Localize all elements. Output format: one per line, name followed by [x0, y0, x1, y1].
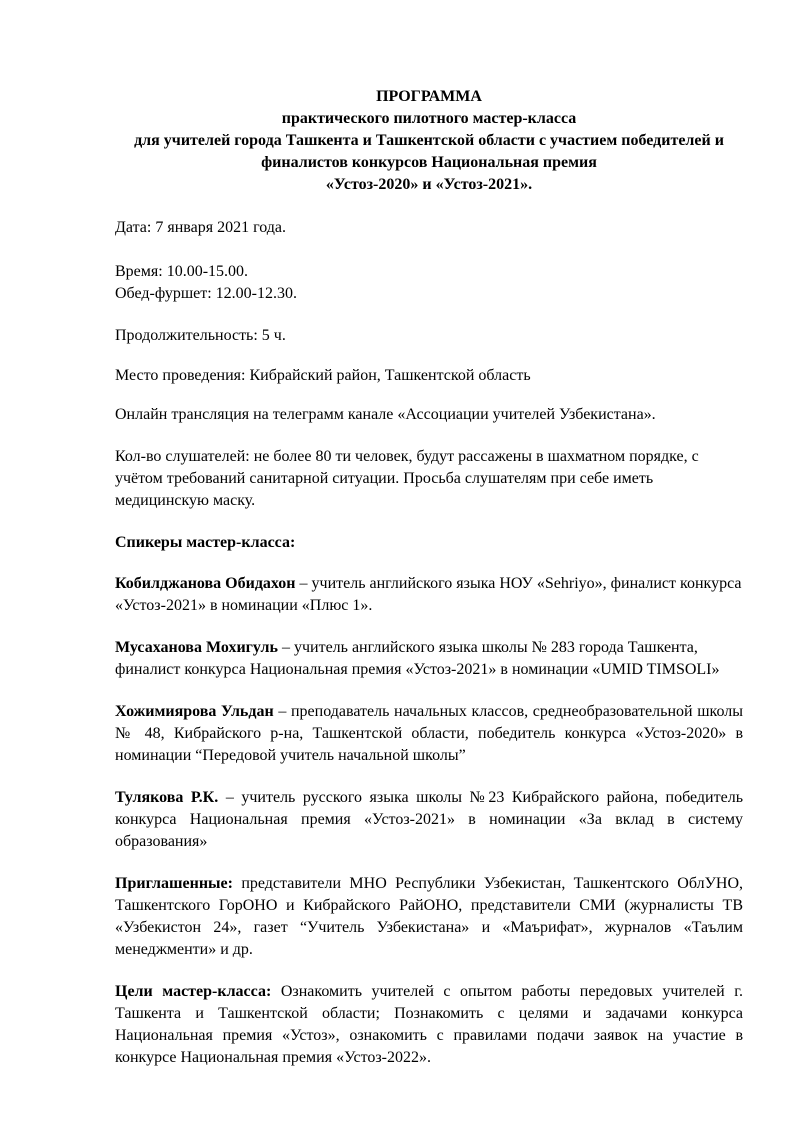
title-line-4: финалистов конкурсов Национальная премия [261, 154, 597, 171]
title-line-1: ПРОГРАММА [376, 88, 482, 105]
goals-paragraph [115, 981, 743, 1069]
broadcast-line: Онлайн трансляция на телеграмм канале «Ассоциации учителей Узбекистана». [115, 406, 656, 423]
lunch-line: Обед-фуршет: 12.00-12.30. [115, 285, 297, 302]
speaker-name: Хожимиярова Ульдан [115, 703, 274, 720]
speaker-description: – учитель английского языка школы № 283 города Ташкента, финалист конкурса Национальная премия «Устоз-2021» в номинации «UMID TIMSOLI» [115, 639, 720, 678]
document-page [115, 86, 743, 1069]
invited-text: представители МНО Республики Узбекистан, Ташкентского ОблУНО, Ташкентского ГорОНО и Кибрайского РайОНО, представители СМИ (журналисты ТВ «Узбекистон 24», газет “Учитель Узбекистана» и «Маърифат», журналов «Таълим менеджменти» и др. [115, 875, 743, 958]
document-title [95, 86, 763, 196]
speaker-name: Мусаханова Мохигуль [115, 639, 278, 656]
title-line-2: практического пилотного мастер-класса [281, 110, 577, 127]
speaker-entry [115, 573, 743, 617]
title-line-5: «Устоз-2020» и «Устоз-2021». [325, 176, 533, 193]
invited-label: Приглашенные: [115, 875, 233, 892]
speaker-name: Кобилджанова Обидахон [115, 575, 296, 592]
date-line: Дата: 7 января 2021 года. [115, 219, 287, 236]
speaker-entry [115, 787, 743, 853]
duration-line: Продолжительность: 5 ч. [115, 327, 286, 344]
invited-paragraph [115, 873, 743, 961]
time-line: Время: 10.00-15.00. [115, 263, 249, 280]
speaker-entry [115, 637, 743, 681]
goals-text: Ознакомить учителей с опытом работы передовых учителей г. Ташкента и Ташкентской области; Познакомить с целями и задачами конкурса Национальная премия «Устоз», ознакомить с правилами подачи заявок на участие в конкурсе Национальная премия «Устоз-2022». [115, 983, 743, 1066]
goals-label: Цели мастер-класса: [115, 983, 272, 1000]
speaker-entry [115, 701, 743, 767]
speaker-name: Тулякова Р.К. [115, 789, 219, 806]
speaker-description: – преподаватель начальных классов, среднеобразовательной школы № 48, Кибрайского р-на, Ташкентской области, победитель конкурса «Устоз-2020» в номинации “Передовой учитель начальной школы” [115, 703, 743, 764]
listeners-paragraph: Кол-во слушателей: не более 80 ти человек, будут рассажены в шахматном порядке, с учётом требований санитарной ситуации. Просьба слушателям при себе иметь медицинскую маску. [115, 448, 699, 509]
speaker-description: – учитель английского языка НОУ «Sehriyo», финалист конкурса «Устоз-2021» в номинации «Плюс 1». [115, 575, 742, 614]
title-line-3: для учителей города Ташкента и Ташкентской области с участием победителей и [134, 132, 724, 149]
venue-line: Место проведения: Кибрайский район, Ташкентской область [115, 367, 531, 384]
speakers-heading: Спикеры мастер-класса: [115, 534, 296, 551]
speaker-description: – учитель русского языка школы №23 Кибрайского района, победитель конкурса Национальная премия «Устоз-2021» в номинации «За вклад в систему образования» [115, 789, 743, 850]
